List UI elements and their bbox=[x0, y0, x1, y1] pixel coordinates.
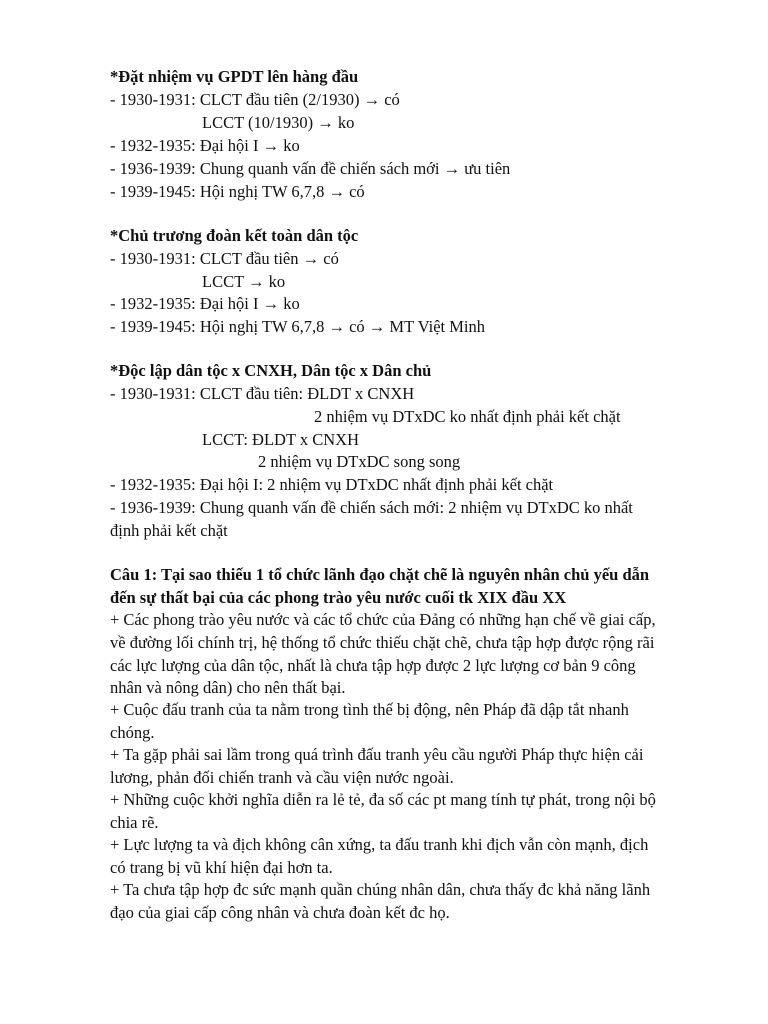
text-line: LCCT: ĐLDT x CNXH bbox=[202, 430, 359, 449]
text-line: + Cuộc đấu tranh của ta nằm trong tình thế bị động, nên Pháp đã dập tắt nhanh bbox=[110, 700, 629, 719]
text-line: có trang bị vũ khí hiện đại hơn ta. bbox=[110, 858, 333, 877]
question-heading: Câu 1: Tại sao thiếu 1 tổ chức lãnh đạo chặt chẽ là nguyên nhân chủ yếu dẫn bbox=[110, 565, 650, 584]
text-line: - 1932-1935: Đại hội I: 2 nhiệm vụ DTxDC nhất định phải kết chặt bbox=[110, 475, 554, 494]
text-line: + Ta gặp phải sai lầm trong quá trình đấu tranh yêu cầu người Pháp thực hiện cải bbox=[110, 745, 644, 764]
section-heading-doc-lap: *Độc lập dân tộc x CNXH, Dân tộc x Dân chủ bbox=[110, 361, 432, 380]
text-line: - 1930-1931: CLCT đầu tiên (2/1930) → có bbox=[110, 90, 400, 109]
text-line: định phải kết chặt bbox=[110, 521, 228, 540]
text-line: các lực lượng của dân tộc, nhất là chưa tập hợp được 2 lực lượng cơ bản 9 công bbox=[110, 656, 636, 675]
text-line: - 1939-1945: Hội nghị TW 6,7,8 → có → MT Việt Minh bbox=[110, 317, 485, 336]
text-line: chóng. bbox=[110, 723, 155, 742]
text-line: nhân và nông dân) cho nên thất bại. bbox=[110, 678, 346, 697]
text-line: + Các phong trào yêu nước và các tổ chức của Đảng có những hạn chế về giai cấp, bbox=[110, 610, 656, 629]
text-line: - 1939-1945: Hội nghị TW 6,7,8 → có bbox=[110, 182, 365, 201]
text-line: - 1932-1935: Đại hội I → ko bbox=[110, 294, 300, 313]
text-line: về đường lối chính trị, hệ thống tổ chức thiếu chặt chẽ, chưa tập hợp được rộng rãi bbox=[110, 633, 655, 652]
text-line: - 1930-1931: CLCT đầu tiên: ĐLDT x CNXH bbox=[110, 384, 415, 403]
text-line: + Lực lượng ta và địch không cân xứng, ta đấu tranh khi địch vẫn còn mạnh, địch bbox=[110, 835, 649, 854]
question-heading: đến sự thất bại của các phong trào yêu nước cuối tk XIX đầu XX bbox=[110, 588, 567, 607]
text-line: - 1930-1931: CLCT đầu tiên → có bbox=[110, 249, 339, 268]
text-line: - 1936-1939: Chung quanh vấn đề chiến sách mới → ưu tiên bbox=[110, 159, 511, 178]
text-line: LCCT → ko bbox=[202, 272, 286, 291]
text-line: 2 nhiệm vụ DTxDC song song bbox=[258, 452, 461, 471]
text-line: chia rẽ. bbox=[110, 813, 159, 832]
text-line: lương, phản đối chiến tranh và cầu viện nước ngoài. bbox=[110, 768, 454, 787]
text-line: + Những cuộc khởi nghĩa diễn ra lẻ tẻ, đa số các pt mang tính tự phát, trong nội bộ bbox=[110, 790, 656, 809]
text-line: - 1932-1935: Đại hội I → ko bbox=[110, 136, 300, 155]
section-heading-doan-ket: *Chủ trương đoàn kết toàn dân tộc bbox=[110, 226, 359, 245]
text-line: LCCT (10/1930) → ko bbox=[202, 113, 355, 132]
section-heading-gpdt: *Đặt nhiệm vụ GPDT lên hàng đầu bbox=[110, 67, 359, 86]
text-line: - 1936-1939: Chung quanh vấn đề chiến sách mới: 2 nhiệm vụ DTxDC ko nhất bbox=[110, 498, 633, 517]
text-line: 2 nhiệm vụ DTxDC ko nhất định phải kết chặt bbox=[314, 407, 621, 426]
text-line: + Ta chưa tập hợp đc sức mạnh quần chúng nhân dân, chưa thấy đc khả năng lãnh bbox=[110, 880, 651, 899]
text-line: đạo của giai cấp công nhân và chưa đoàn kết đc họ. bbox=[110, 903, 450, 922]
